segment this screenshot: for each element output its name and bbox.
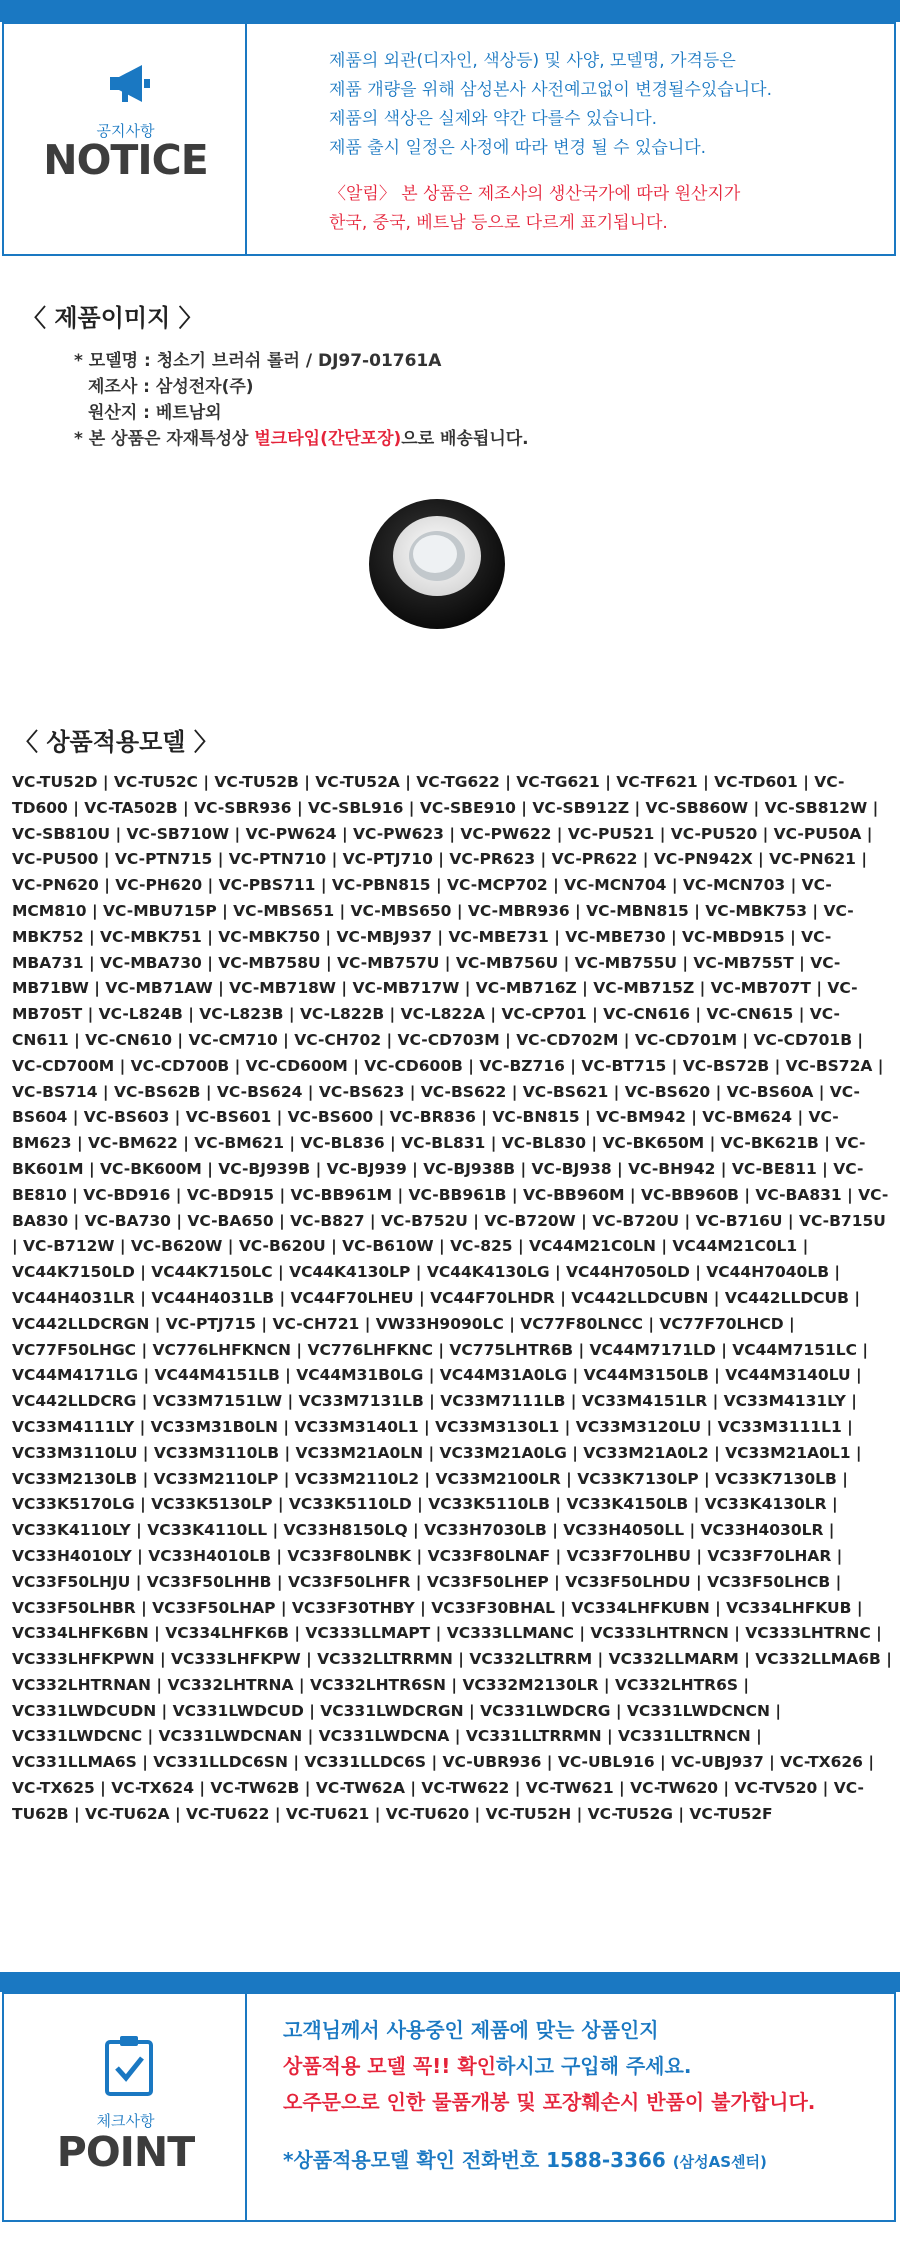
notice-line-2: 제품 개량을 위해 삼성본사 사전예고없이 변경될수있습니다. [329, 80, 772, 100]
shipping-highlight: 벌크타입(간단포장) [254, 429, 402, 449]
point-phone-text: *상품적용모델 확인 전화번호 1588-3366 [283, 2148, 666, 2172]
point-label-panel [4, 1994, 247, 2220]
notice-alert-line-2: 한국, 중국, 베트남 등으로 다르게 표기됩니다. [329, 213, 668, 233]
notice-line-3: 제품의 색상은 실제와 약간 다를수 있습니다. [329, 109, 658, 129]
top-accent-bar [0, 0, 900, 22]
point-line-2-blue: 하시고 구입해 주세요. [496, 2054, 692, 2078]
compatible-models-list: VC-TU52D | VC-TU52C | VC-TU52B | VC-TU52A | VC-TG622 | VC-TG621 | VC-TF621 | VC-TD601 | VC-TD600 | VC-TA502B | VC-SBR936 | VC-SBL916 | VC-SBE910 | VC-SB912Z | VC-SB860W | VC-SB812W | VC-SB810U | VC-SB710W | VC-PW624 | VC-PW623 | VC-PW622 | VC-PU521 | VC-PU520 | VC-PU50A | VC-PU500 | VC-PTN715 | VC-PTN710 | VC-PTJ710 | VC-PR623 | VC-PR622 | VC-PN942X | VC-PN621 | VC-PN620 | VC-PH620 | VC-PBS711 | VC-PBN815 | VC-MCP702 | VC-MCN704 | VC-MCN703 | VC-MCM810 | VC-MBU715P | VC-MBS651 | VC-MBS650 | VC-MBR936 | VC-MBN815 | VC-MBK753 | VC-MBK752 | VC-MBK751 | VC-MBK750 | VC-MBJ937 | VC-MBE731 | VC-MBE730 | VC-MBD915 | VC-MBA731 | VC-MBA730 | VC-MB758U | VC-MB757U | VC-MB756U | VC-MB755U | VC-MB755T | VC-MB71BW | VC-MB71AW | VC-MB718W | VC-MB717W | VC-MB716Z | VC-MB715Z | VC-MB707T | VC-MB705T | VC-L824B | VC-L823B | VC-L822B | VC-L822A | VC-CP701 | VC-CN616 | VC-CN615 | VC-CN611 | VC-CN610 | VC-CM710 | VC-CH702 | VC-CD703M | VC-CD702M | VC-CD701M | VC-CD701B | VC-CD700M | VC-CD700B | VC-CD600M | VC-CD600B | VC-BZ716 | VC-BT715 | VC-BS72B | VC-BS72A | VC-BS714 | VC-BS62B | VC-BS624 | VC-BS623 | VC-BS622 | VC-BS621 | VC-BS620 | VC-BS60A | VC-BS604 | VC-BS603 | VC-BS601 | VC-BS600 | VC-BR836 | VC-BN815 | VC-BM942 | VC-BM624 | VC-BM623 | VC-BM622 | VC-BM621 | VC-BL836 | VC-BL831 | VC-BL830 | VC-BK650M | VC-BK621B | VC-BK601M | VC-BK600M | VC-BJ939B | VC-BJ939 | VC-BJ938B | VC-BJ938 | VC-BH942 | VC-BE811 | VC-BE810 | VC-BD916 | VC-BD915 | VC-BB961M | VC-BB961B | VC-BB960M | VC-BB960B | VC-BA831 | VC-BA830 | VC-BA730 | VC-BA650 | VC-B827 | VC-B752U | VC-B720W | VC-B720U | VC-B716U | VC-B715U | VC-B712W | VC-B620W | VC-B620U | VC-B610W | VC-825 | VC44M21C0LN | VC44M21C0L1 | VC44K7150LD | VC44K7150LC | VC44K4130LP | VC44K4130LG | VC44H7050LD | VC44H7040LB | VC44H4031LR | VC44H4031LB | VC44F70LHEU | VC44F70LHDR | VC442LLDCUBN | VC442LLDCUB | VC442LLDCRGN | VC-PTJ715 | VC-CH721 | VW33H9090LC | VC77F80LNCC | VC77F70LHCD | VC77F50LHGC | VC776LHFKNCN | VC776LHFKNC | VC775LHTR6B | VC44M7171LD | VC44M7151LC | VC44M4171LG | VC44M4151LB | VC44M31B0LG | VC44M31A0LG | VC44M3150LB | VC44M3140LU | VC442LLDCRG | VC33M7151LW | VC33M7131LB | VC33M7111LB | VC33M4151LR | VC33M4131LY | VC33M4111LY | VC33M31B0LN | VC33M3140L1 | VC33M3130L1 | VC33M3120LU | VC33M3111L1 | VC33M3110LU | VC33M3110LB | VC33M21A0LN | VC33M21A0LG | VC33M21A0L2 | VC33M21A0L1 | VC33M2130LB | VC33M2110LP | VC33M2110L2 | VC33M2100LR | VC33K7130LP | VC33K7130LB | VC33K5170LG | VC33K5130LP | VC33K5110LD | VC33K5110LB | VC33K4150LB | VC33K4130LR | VC33K4110LY | VC33K4110LL | VC33H8150LQ | VC33H7030LB | VC33H4050LL | VC33H4030LR | VC33H4010LY | VC33H4010LB | VC33F80LNBK | VC33F80LNAF | VC33F70LHBU | VC33F70LHAR | VC33F50LHJU | VC33F50LHHB | VC33F50LHFR | VC33F50LHEP | VC33F50LHDU | VC33F50LHCB | VC33F50LHBR | VC33F50LHAP | VC33F30THBY | VC33F30BHAL | VC334LHFKUBN | VC334LHFKUB | VC334LHFK6BN | VC334LHFK6B | VC333LLMAPT | VC333LLMANC | VC333LHTRNCN | VC333LHTRNC | VC333LHFKPWN | VC333LHFKPW | VC332LLTRRMN | VC332LLTRRM | VC332LLMARM | VC332LLMA6B | VC332LHTRNAN | VC332LHTRNA | VC332LHTR6SN | VC332M2130LR | VC332LHTR6S | VC331LWDCUDN | VC331LWDCUD | VC331LWDCRGN | VC331LWDCRG | VC331LWDCNCN | VC331LWDCNC | VC331LWDCNAN | VC331LWDCNA | VC331LLTRRMN | VC331LLTRNCN | VC331LLMA6S | VC331LLDC6SN | VC331LLDC6S | VC-UBR936 | VC-UBL916 | VC-UBJ937 | VC-TX626 | VC-TX625 | VC-TX624 | VC-TW62B | VC-TW62A | VC-TW622 | VC-TW621 | VC-TW620 | VC-TV520 | VC-TU62B | VC-TU62A | VC-TU622 | VC-TU621 | VC-TU620 | VC-TU52H | VC-TU52G | VC-TU52F [12, 773, 892, 1823]
model-name-line: * 모델명 : 청소기 브러쉬 롤러 / DJ97-01761A [74, 351, 442, 371]
compatible-models-title: 〈 상품적용모델 〉 [14, 728, 218, 756]
point-line-2 [283, 2050, 691, 2079]
point-line-3: 오주문으로 인한 물품개봉 및 포장훼손시 반품이 불가합니다. [283, 2090, 816, 2114]
notice-line-1: 제품의 외관(디자인, 색상등) 및 사양, 모델명, 가격등은 [329, 51, 736, 71]
brush-roller-image [367, 490, 507, 630]
notice-sub-label: 공지사항 [96, 122, 155, 140]
point-label: POINT [56, 2128, 195, 2176]
point-sub-label: 체크사항 [96, 2112, 155, 2130]
shipping-suffix: 으로 배송됩니다. [401, 429, 529, 449]
origin-line: 원산지 : 베트남외 [88, 403, 222, 423]
notice-label-panel [4, 24, 247, 254]
clipboard-check-icon [104, 2034, 154, 2096]
shipping-prefix: * 본 상품은 자재특성상 [74, 429, 255, 449]
notice-box [2, 22, 896, 256]
shipping-line [74, 424, 529, 449]
notice-alert-line-1: 〈알림〉 본 상품은 제조사의 생산국가에 따라 원산지가 [329, 184, 741, 204]
point-line-2-red: 상품적용 모델 꼭!! 확인 [283, 2054, 497, 2078]
product-image-title: 〈 제품이미지 〉 [22, 304, 203, 332]
notice-line-4: 제품 출시 일정은 사정에 따라 변경 될 수 있습니다. [329, 138, 707, 158]
megaphone-icon [108, 62, 152, 106]
point-line-4 [283, 2144, 767, 2173]
point-box [2, 1992, 896, 2222]
notice-label: NOTICE [43, 136, 208, 184]
bottom-accent-bar [0, 1972, 900, 1992]
notice-text-panel [247, 24, 894, 254]
point-text-panel [247, 1994, 894, 2220]
point-phone-note: (삼성AS센터) [672, 2153, 767, 2171]
point-line-1: 고객님께서 사용중인 제품에 맞는 상품인지 [283, 2018, 659, 2042]
manufacturer-line: 제조사 : 삼성전자(주) [88, 377, 254, 397]
